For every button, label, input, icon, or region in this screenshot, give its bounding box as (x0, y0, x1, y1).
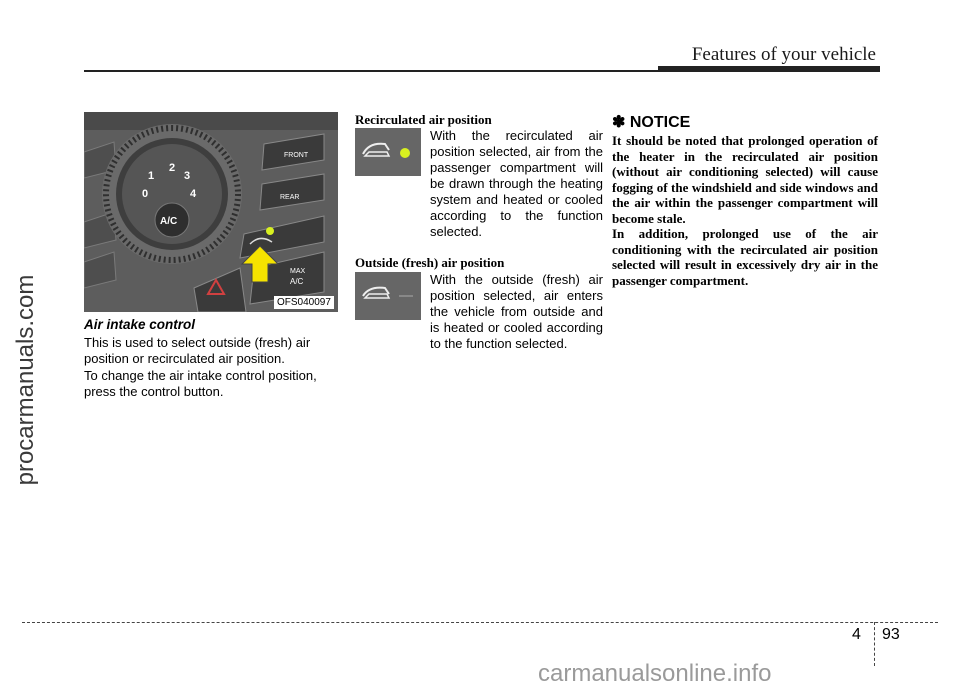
fresh-car-icon (355, 272, 421, 320)
header-rule-thick (658, 66, 880, 72)
recirc-heading: Recirculated air position (355, 112, 492, 127)
footer-rule (22, 622, 938, 623)
recirc-car-icon (355, 128, 421, 176)
page-number: 93 (882, 626, 900, 643)
dial-number-3: 3 (184, 170, 191, 182)
dial-number-4: 4 (190, 188, 197, 200)
max-ac-label: A/C (290, 277, 304, 286)
dial-number-2: 2 (169, 162, 176, 174)
header-title: Features of your vehicle (691, 44, 876, 65)
front-defrost-label: FRONT (284, 152, 309, 159)
chapter-number: 4 (852, 626, 861, 643)
side-watermark-text: procarmanuals.com (12, 274, 39, 486)
fresh-description: With the outside (fresh) air position selected, air enters the vehicle from outside and is heated or cooled according to the function selected. (430, 272, 603, 351)
bottom-watermark: carmanualsonline.info (538, 660, 772, 687)
dial-number-1: 1 (148, 170, 155, 182)
dial-ac-label: A/C (160, 216, 178, 227)
intro-paragraph: This is used to select outside (fresh) air position or recirculated air position. (84, 335, 311, 366)
rear-defrost-label: REAR (280, 194, 300, 201)
notice-paragraph-2: In addition, prolonged use of the air conditioning with the recirculated air position selected will result in excessively dry air in the passenger compartment. (612, 226, 878, 288)
notice-paragraph-1: It should be noted that prolonged operation of the heater in the recirculated air position (without air conditioning selected) will cause fogging of the windshield and side windows and the air within the passenger compartment will become stale. (612, 133, 878, 226)
dial-number-0: 0 (142, 188, 149, 200)
footer-divider (874, 622, 875, 666)
recirc-description: With the recirculated air position selected, air from the passenger compartment will be drawn through the heating system and heated or cooled according to the function selected. (430, 128, 603, 239)
climate-panel-figure (84, 112, 338, 312)
recirc-button-image (355, 128, 421, 176)
max-label: MAX (290, 268, 306, 275)
fresh-button-image (355, 272, 421, 320)
notice-title (612, 112, 690, 132)
notice-label: NOTICE (629, 114, 691, 131)
notice-icon: ✽ (612, 114, 626, 131)
instruction-paragraph: To change the air intake control position, press the control button. (84, 368, 317, 399)
fresh-heading: Outside (fresh) air position (355, 255, 505, 270)
section-heading: Air intake control (84, 317, 196, 332)
notice-body (612, 133, 878, 288)
side-watermark (6, 250, 46, 510)
figure-code: OFS040097 (274, 296, 334, 309)
